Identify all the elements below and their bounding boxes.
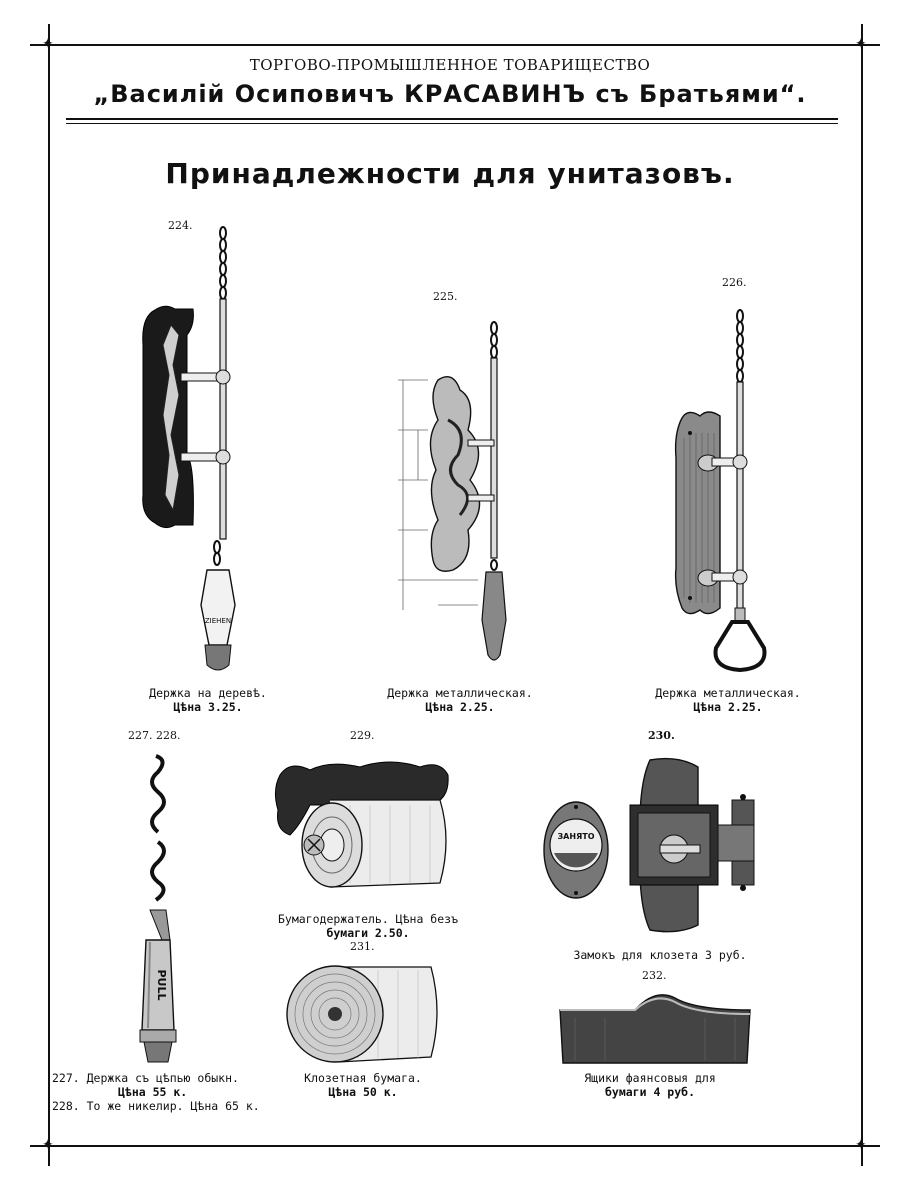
item-225-name: Держка металлическая. [387,686,533,700]
item-226-name: Держка металлическая. [655,686,801,700]
zieher-label: ZIEHEN [204,617,232,625]
item-229-number: 229. [350,729,375,742]
item-232-caption [550,1071,750,1099]
metal-plate-pull-illustration [668,308,778,678]
item-229-caption [258,912,478,940]
item-232-number: 232. [642,969,667,982]
item-227-line: 227. Держка съ цѣпью обыкн. [52,1071,239,1085]
item-226-caption [628,686,828,714]
item-225-caption [370,686,550,714]
corner-ornament-bl: ✦ [42,1137,54,1153]
item-229-line2: бумаги 2.50. [326,926,410,940]
item-228-line: 228. То же никелир. Цѣна 65 к. [52,1099,260,1113]
frame-left-line [48,24,50,1166]
corner-ornament-br: ✦ [855,1137,867,1153]
item-230-caption: Замокъ для клозета 3 руб. [573,948,747,962]
corner-ornament-tl: ✦ [42,36,54,52]
item-231-number: 231. [350,940,375,953]
frame-right-line [861,24,863,1166]
item-227-228-number: 227. 228. [128,729,181,742]
page-title: Принадлежности для унитазовъ. [165,157,735,190]
item-231-price: Цѣна 50 к. [328,1085,398,1099]
frame-top-line [30,44,880,46]
item-224-caption [118,686,298,714]
item-226-price: Цѣна 2.25. [693,700,763,714]
item-226-number: 226. [722,276,747,289]
toilet-paper-roll-illustration [283,962,443,1067]
corner-ornament-tr: ✦ [855,36,867,52]
faience-paper-box-illustration [555,988,755,1068]
chain-pull-handle-illustration [128,750,188,1070]
item-224-number: 224. [168,219,193,232]
company-line: ТОРГОВО-ПРОМЫШЛЕННОЕ ТОВАРИЩЕСТВО [249,56,651,74]
frame-bottom-line [30,1145,880,1147]
item-230-number: 230. [648,729,675,742]
item-225-number: 225. [433,290,458,303]
header-rule-thin [66,123,838,124]
paper-holder-illustration [270,755,455,905]
item-227-228-caption [52,1071,292,1113]
item-231-caption [268,1071,458,1099]
company-name: „Василій Осиповичъ КРАСАВИНЪ съ Братьями“. [93,80,807,108]
wooden-chain-pull-illustration [135,225,245,680]
closet-lock-illustration [538,755,768,935]
metal-ornate-pull-illustration [398,320,518,670]
item-232-line1: Ящики фаянсовыя для [584,1071,716,1085]
item-231-name: Клозетная бумага. [304,1071,422,1085]
header-rule-thick [66,118,838,120]
item-224-price: Цѣна 3.25. [173,700,243,714]
item-227-price: Цѣна 55 к. [118,1085,188,1099]
item-229-line1: Бумагодержатель. Цѣна безъ [277,912,458,926]
item-232-line2: бумаги 4 руб. [604,1085,695,1099]
occupied-label: ЗАНЯТО [557,832,595,841]
item-225-price: Цѣна 2.25. [425,700,495,714]
pull-label: PULL [155,969,168,1001]
item-224-name: Держка на деревѣ. [149,686,267,700]
